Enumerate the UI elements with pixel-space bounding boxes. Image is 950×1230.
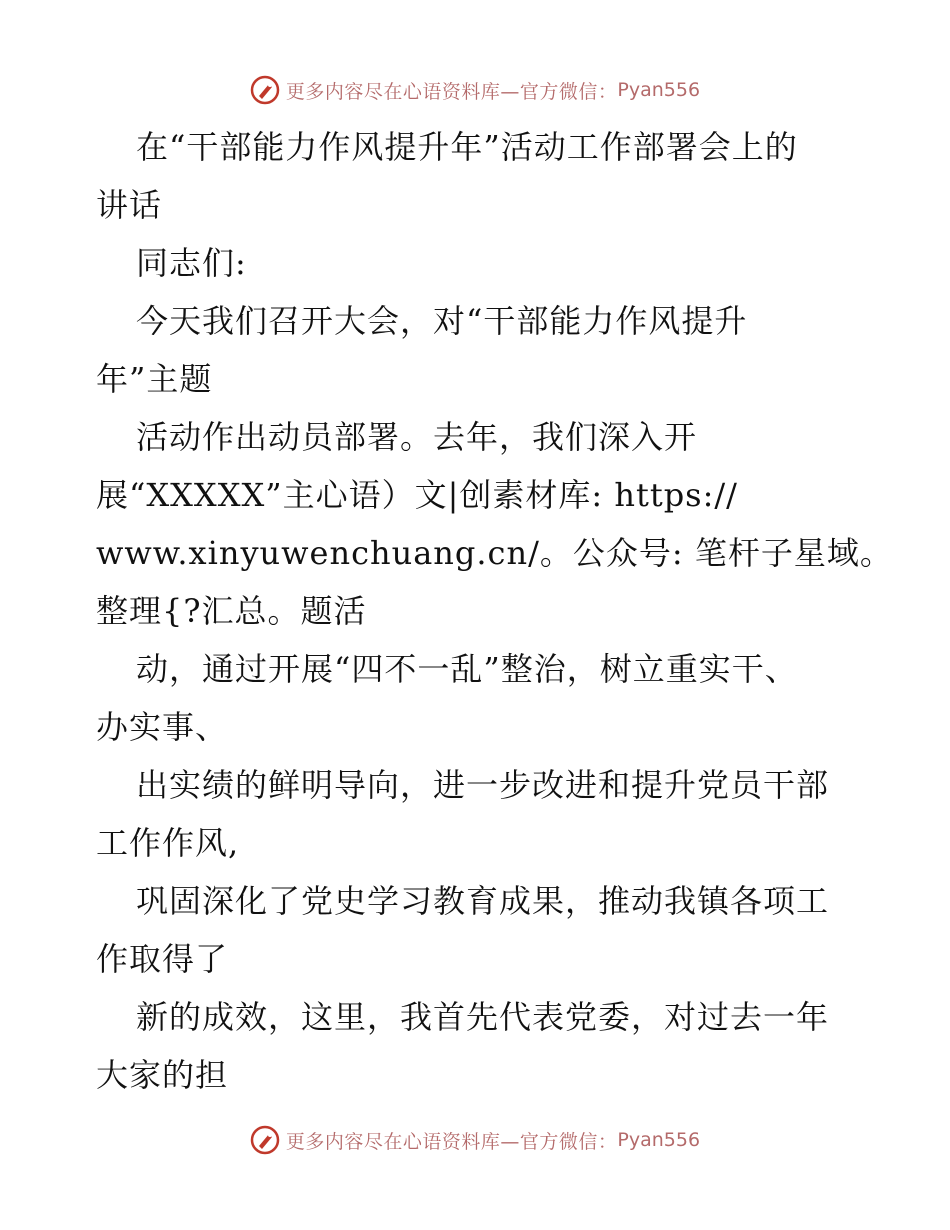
paragraph-line: 展“XXXXX”主心语）文|创素材库: https://	[96, 476, 738, 514]
banner-text: 更多内容尽在心语资料库—官方微信：	[285, 1130, 618, 1153]
pen-nib-icon	[250, 75, 280, 105]
paragraph-line: 办实事、	[96, 708, 229, 746]
paragraph-line: 大家的担	[96, 1056, 229, 1094]
paragraph-line: 整理{?汇总。题活	[96, 592, 367, 630]
paragraph-line: 动，通过开展“四不一乱”整治，树立重实干、	[136, 650, 798, 688]
banner-text: 更多内容尽在心语资料库—官方微信：	[285, 80, 618, 103]
banner-contact: Pyan556	[617, 79, 701, 101]
greeting-line: 同志们:	[136, 244, 247, 282]
paragraph-line: 出实绩的鲜明导向，进一步改进和提升党员干部	[136, 766, 830, 804]
document-body	[96, 118, 893, 1104]
paragraph-line: 活动作出动员部署。去年，我们深入开	[136, 418, 698, 456]
paragraph-line: www.xinyuwenchuang.cn/。公众号: 笔杆子星域。	[96, 534, 893, 572]
paragraph-line: 新的成效，这里，我首先代表党委，对过去一年	[136, 998, 830, 1036]
paragraph-line: 作取得了	[96, 940, 229, 978]
footer-banner	[0, 1122, 950, 1158]
title-line-2: 讲话	[96, 186, 163, 224]
pen-nib-icon	[250, 1125, 280, 1155]
paragraph-line: 年”主题	[96, 360, 213, 398]
paragraph-line: 工作作风,	[96, 824, 240, 862]
paragraph-line: 今天我们召开大会，对“干部能力作风提升	[136, 302, 748, 340]
header-banner	[0, 72, 950, 108]
title-line-1: 在“干部能力作风提升年”活动工作部署会上的	[136, 128, 798, 166]
banner-contact: Pyan556	[617, 1129, 701, 1151]
paragraph-line: 巩固深化了党史学习教育成果，推动我镇各项工	[136, 882, 830, 920]
